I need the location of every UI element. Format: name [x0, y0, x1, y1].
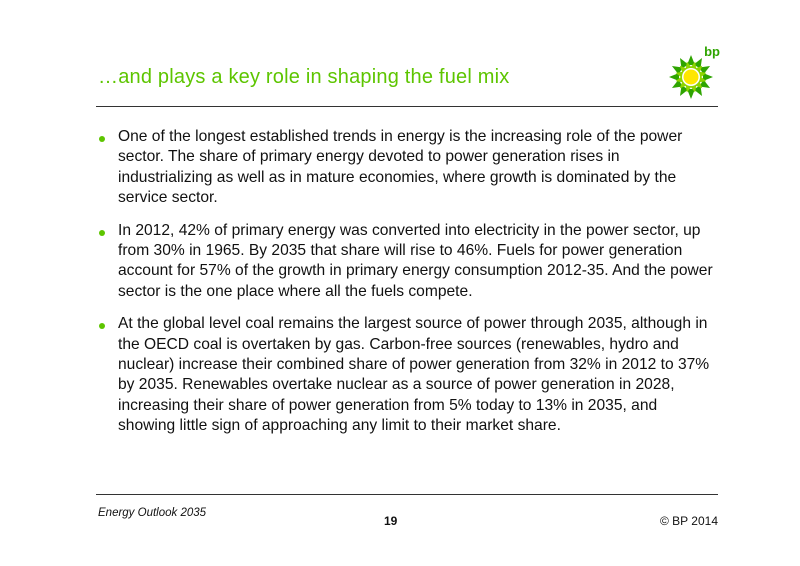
bullet-item — [98, 221, 718, 303]
bullet-item — [98, 314, 718, 436]
copyright: © BP 2014 — [660, 514, 718, 528]
footer-divider — [96, 494, 718, 495]
footer-publication-title: Energy Outlook 2035 — [98, 507, 207, 519]
bullet-item — [98, 127, 718, 209]
bullet-text: At the global level coal remains the largest source of power through 2035, although in the OECD coal is overtaken by gas. Carbon-free sources (renewables, hydro and nuclear) increase their combined share of power generation from 32% in 2012 to 37% by 2035. Renewables overtake nuclear as a source of power generation in 2028, increasing their share of power generation from 5% today to 13% in 2035, and showing little sign of approaching any limit to their market share. — [118, 315, 710, 435]
slide-title: …and plays a key role in shaping the fuel mix — [98, 66, 510, 88]
bp-logo — [668, 44, 724, 100]
bullet-text: One of the longest established trends in energy is the increasing role of the power sector. The share of primary energy devoted to power generation rises in industrializing as well as in mature economies, where growth is dominated by the service sector. — [118, 128, 683, 207]
bp-helios-logo-icon — [668, 54, 714, 100]
bullet-dot-icon — [99, 136, 105, 142]
bullet-list — [98, 127, 718, 449]
page-number: 19 — [384, 514, 398, 528]
logo-text: bp — [704, 44, 720, 59]
header-divider — [96, 106, 718, 107]
bullet-dot-icon — [99, 323, 105, 329]
bullet-text: In 2012, 42% of primary energy was converted into electricity in the power sector, up from 30% in 1965. By 2035 that share will rise to 46%. Fuels for power generation account for 57% of the growth in primary energy consumption 2012-35. And the power sector is the one place where all the fuels compete. — [118, 221, 713, 300]
bullet-dot-icon — [99, 230, 105, 236]
